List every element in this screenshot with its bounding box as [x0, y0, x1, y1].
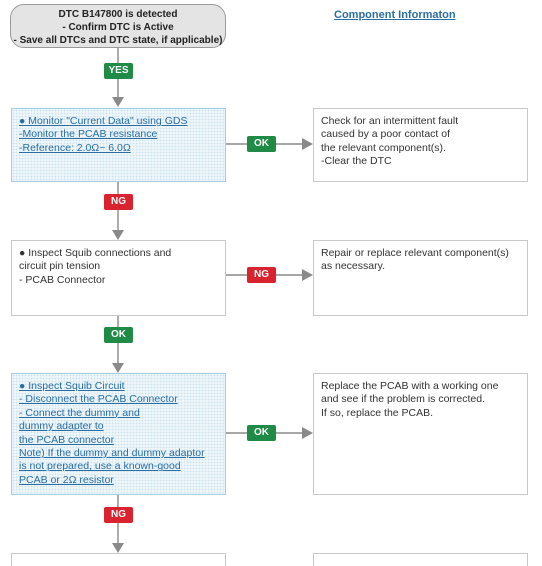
step-2-result-line-2: as necessary. [321, 260, 385, 273]
step-3-line-4[interactable]: dummy adapter to [19, 420, 104, 433]
step-1-result-line-2: caused by a poor contact of [321, 128, 450, 141]
step-2-result-box [313, 240, 528, 316]
step-3-line-5[interactable]: the PCAB connector [19, 433, 115, 446]
step-2-box [11, 240, 226, 316]
step-3-line-8[interactable]: PCAB or 2Ω resistor [19, 473, 114, 486]
step-1-line-1[interactable]: ● Monitor "Current Data" using GDS [19, 115, 188, 127]
step-3-result-line-1: Replace the PCAB with a working one [321, 380, 499, 392]
step-3-line-6[interactable]: Note) If the dummy and dummy adaptor [19, 447, 205, 460]
step-3-line-7[interactable]: is not prepared, use a known-good [19, 460, 181, 473]
step-1-box[interactable] [11, 108, 226, 182]
step-1-result-line-1: Check for an intermittent fault [321, 115, 459, 127]
step-1-result-line-3: the relevant component(s). [321, 141, 446, 154]
step-2-result-line-1: Repair or replace relevant component(s) [321, 247, 509, 259]
badge-ng-1: NG [104, 194, 133, 210]
step-1-result-box [313, 108, 528, 182]
component-information-link[interactable]: Component Informaton [334, 9, 456, 21]
step-3-result-line-2: and see if the problem is corrected. [321, 393, 486, 406]
step-1-result-badge: OK [247, 136, 276, 152]
start-line-1: DTC B147800 is detected [58, 9, 178, 20]
start-node [10, 4, 226, 48]
step-2-result-badge: NG [247, 267, 276, 283]
step-2-line-2: circuit pin tension [19, 260, 101, 273]
step-3-box[interactable] [11, 373, 226, 495]
start-line-3: - Save all DTCs and DTC state, if applicable) [13, 35, 223, 46]
badge-yes: YES [104, 63, 133, 79]
step-3-result-line-3: If so, replace the PCAB. [321, 406, 434, 419]
next-step-box [11, 553, 226, 566]
start-line-2: - Confirm DTC is Active [62, 22, 174, 33]
step-1-result-line-4: -Clear the DTC [321, 155, 392, 168]
step-2-line-3: - PCAB Connector [19, 273, 106, 286]
next-result-box [313, 553, 528, 566]
step-3-line-3[interactable]: - Connect the dummy and [19, 406, 140, 419]
step-3-line-2[interactable]: - Disconnect the PCAB Connector [19, 393, 178, 406]
badge-ng-2: NG [104, 507, 133, 523]
step-1-line-2[interactable]: -Monitor the PCAB resistance [19, 128, 158, 141]
step-3-line-1[interactable]: ● Inspect Squib Circuit [19, 380, 125, 392]
step-3-result-box [313, 373, 528, 495]
step-3-result-badge: OK [247, 425, 276, 441]
step-2-line-1: ● Inspect Squib connections and [19, 247, 172, 259]
step-1-line-3[interactable]: -Reference: 2.0Ω~ 6.0Ω [19, 141, 131, 154]
badge-ok-1: OK [104, 327, 133, 343]
